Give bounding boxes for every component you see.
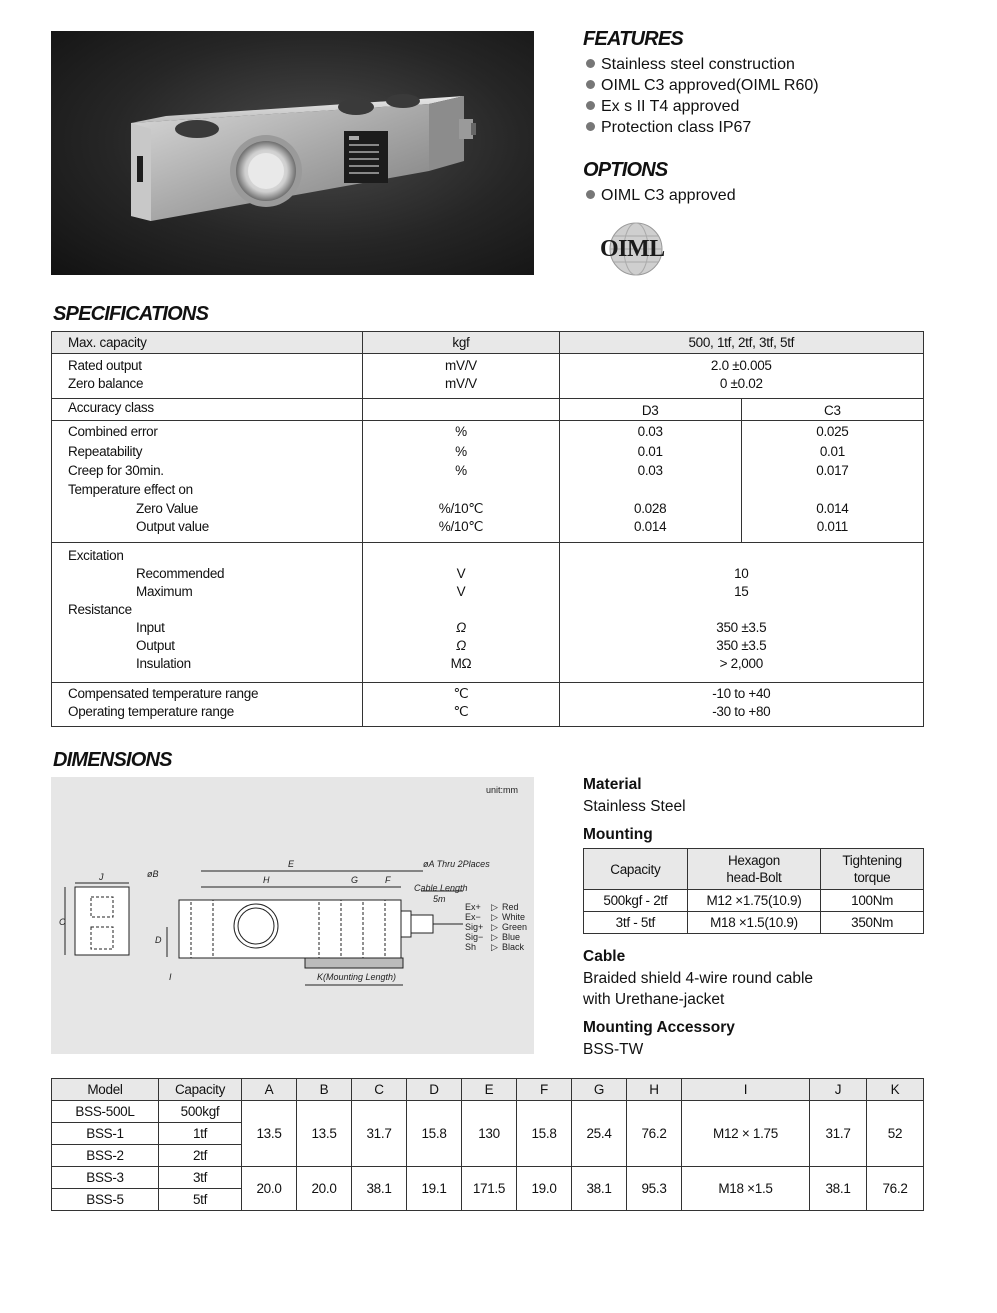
wire-color: Red <box>502 902 519 912</box>
bullet-icon <box>586 59 595 68</box>
bullet-icon <box>586 190 595 199</box>
spec-value: 500, 1tf, 2tf, 3tf, 5tf <box>559 332 923 354</box>
dim-value-k: 52 <box>867 1101 924 1167</box>
wire-color: Blue <box>502 932 521 942</box>
dim-label-a: øA Thru 2Places <box>423 859 490 869</box>
bullet-icon <box>586 101 595 110</box>
spec-label: Output value <box>136 519 209 534</box>
dim-value-g: 25.4 <box>572 1101 627 1167</box>
dim-header: E <box>462 1079 517 1101</box>
wire-pin: Ex− <box>465 912 481 922</box>
spec-value: 2.0 ±0.005 <box>710 358 772 373</box>
spec-value-c3: 0.011 <box>816 519 849 534</box>
spec-unit: MΩ <box>450 656 472 671</box>
dim-label-d: D <box>155 935 162 945</box>
spec-label: Input <box>136 620 165 635</box>
cable-line-1: Braided shield 4-wire round cable <box>583 970 814 987</box>
spec-label: Excitation <box>68 548 124 563</box>
spec-label: Compensated temperature range <box>68 686 259 701</box>
material-title: Material <box>583 776 642 793</box>
dim-model: BSS-500L <box>52 1101 159 1123</box>
wire-color: Black <box>502 942 525 952</box>
feature-item: Stainless steel construction <box>586 54 819 75</box>
spec-label: Zero Value <box>136 501 199 516</box>
dim-header-row <box>52 1079 924 1101</box>
load-cell-image <box>51 31 534 275</box>
mounting-torque: 350Nm <box>821 912 924 934</box>
cable-line-2: with Urethane-jacket <box>583 991 725 1008</box>
feature-item: Ex s II T4 approved <box>586 96 819 117</box>
dim-capacity: 500kgf <box>159 1101 242 1123</box>
dim-capacity: 1tf <box>159 1123 242 1145</box>
dim-header: G <box>572 1079 627 1101</box>
dim-label-f: F <box>385 875 391 885</box>
dim-model: BSS-2 <box>52 1145 159 1167</box>
dim-header: C <box>352 1079 407 1101</box>
mounting-capacity: 3tf - 5tf <box>584 912 688 934</box>
bullet-icon <box>586 122 595 131</box>
dim-label-h: H <box>263 875 270 885</box>
dim-value-i: M12 × 1.75 <box>682 1101 810 1167</box>
mounting-torque: 100Nm <box>821 890 924 912</box>
dim-label-cable-length: Cable Length <box>414 883 468 893</box>
mounting-table <box>583 848 924 934</box>
spec-row <box>52 354 924 399</box>
dim-value-a: 20.0 <box>242 1167 297 1211</box>
dim-value-d: 15.8 <box>407 1101 462 1167</box>
options-list <box>586 185 736 206</box>
dim-header: A <box>242 1079 297 1101</box>
dim-capacity: 5tf <box>159 1189 242 1211</box>
spec-value-c3: 0.014 <box>816 501 849 516</box>
dim-model: BSS-1 <box>52 1123 159 1145</box>
dim-label-cable-length-value: 5m <box>433 894 446 904</box>
spec-unit: % <box>455 424 467 439</box>
spec-unit: mV/V <box>445 376 477 391</box>
wire-color: Green <box>502 922 528 932</box>
mounting-row <box>584 890 924 912</box>
unit-label: unit:mm <box>486 785 519 795</box>
dim-value-k: 76.2 <box>867 1167 924 1211</box>
spec-label: Temperature effect on <box>68 482 193 497</box>
dim-header: Model <box>52 1079 159 1101</box>
spec-label: Accuracy class <box>68 400 154 415</box>
dim-header: D <box>407 1079 462 1101</box>
dim-value-h: 95.3 <box>627 1167 682 1211</box>
spec-unit: % <box>455 444 467 459</box>
spec-value-d3: 0.01 <box>637 444 663 459</box>
dim-label-i: I <box>169 972 172 982</box>
dim-value-e: 171.5 <box>462 1167 517 1211</box>
options-title: OPTIONS <box>583 159 668 181</box>
spec-value: 350 ±3.5 <box>716 620 767 635</box>
dimensions-table <box>51 1078 924 1211</box>
spec-unit: Ω <box>455 638 466 653</box>
dim-model: BSS-5 <box>52 1189 159 1211</box>
spec-value: -30 to +80 <box>712 704 771 719</box>
mounting-bolt: M18 ×1.5(10.9) <box>687 912 821 934</box>
material-value: Stainless Steel <box>583 798 686 815</box>
dim-header: F <box>517 1079 572 1101</box>
dim-value-j: 38.1 <box>810 1167 867 1211</box>
spec-value-d3: 0.03 <box>637 463 663 478</box>
spec-unit: Ω <box>455 620 466 635</box>
mounting-header-torque: Tightening torque <box>821 849 924 890</box>
spec-value-c3: 0.017 <box>816 463 849 478</box>
dim-value-b: 20.0 <box>297 1167 352 1211</box>
feature-item: Protection class IP67 <box>586 117 819 138</box>
dim-row <box>52 1167 924 1189</box>
wire-pin: Sig+ <box>465 922 484 932</box>
dim-value-e: 130 <box>462 1101 517 1167</box>
spec-unit: %/10℃ <box>438 501 484 516</box>
dim-header: Capacity <box>159 1079 242 1101</box>
spec-unit: ℃ <box>453 704 469 719</box>
mounting-row <box>584 912 924 934</box>
spec-label: Resistance <box>68 602 132 617</box>
dim-label-b: øB <box>147 869 159 879</box>
spec-value-d3: 0.028 <box>634 501 667 516</box>
mounting-bolt: M12 ×1.75(10.9) <box>687 890 821 912</box>
spec-unit: %/10℃ <box>438 519 484 534</box>
spec-unit: V <box>456 566 466 581</box>
spec-label: Rated output <box>68 358 142 373</box>
option-item: OIML C3 approved <box>586 185 736 206</box>
spec-label: Operating temperature range <box>68 704 235 719</box>
spec-unit: kgf <box>363 332 559 354</box>
mounting-header-capacity: Capacity <box>584 849 688 890</box>
dim-header: J <box>810 1079 867 1101</box>
specifications-title: SPECIFICATIONS <box>53 303 209 325</box>
spec-label: Maximum <box>136 584 193 599</box>
wire-arrow-icon: ▷ <box>491 932 498 942</box>
dimensions-title: DIMENSIONS <box>53 749 172 771</box>
spec-label: Repeatability <box>68 444 143 459</box>
accessory-value: BSS-TW <box>583 1041 644 1058</box>
dim-model: BSS-3 <box>52 1167 159 1189</box>
accuracy-c3: C3 <box>824 403 841 418</box>
spec-value: -10 to +40 <box>712 686 771 701</box>
spec-value-d3: 0.03 <box>637 424 663 439</box>
feature-item: OIML C3 approved(OIML R60) <box>586 75 819 96</box>
spec-value-c3: 0.025 <box>816 424 849 439</box>
features-title: FEATURES <box>583 28 683 50</box>
spec-value: 350 ±3.5 <box>716 638 767 653</box>
dim-label-k: K(Mounting Length) <box>317 972 397 982</box>
accuracy-d3: D3 <box>641 403 659 418</box>
mounting-capacity: 500kgf - 2tf <box>584 890 688 912</box>
spec-label: Zero balance <box>68 376 144 391</box>
mounting-header-bolt: Hexagon head-Bolt <box>687 849 821 890</box>
dim-value-g: 38.1 <box>572 1167 627 1211</box>
dim-value-c: 38.1 <box>352 1167 407 1211</box>
dim-value-i: M18 ×1.5 <box>682 1167 810 1211</box>
dim-header: K <box>867 1079 924 1101</box>
features-list <box>586 54 819 138</box>
dim-value-d: 19.1 <box>407 1167 462 1211</box>
mounting-header-row <box>584 849 924 890</box>
dim-label-e: E <box>288 859 295 869</box>
spec-unit: ℃ <box>453 686 469 701</box>
spec-label: Max. capacity <box>52 332 363 354</box>
wire-pin: Sig− <box>465 932 484 942</box>
dim-header: I <box>682 1079 810 1101</box>
spec-value-c3: 0.01 <box>819 444 845 459</box>
dim-value-j: 31.7 <box>810 1101 867 1167</box>
spec-value: 15 <box>734 584 749 599</box>
dim-label-j: J <box>99 872 104 882</box>
bullet-icon <box>586 80 595 89</box>
cable-title: Cable <box>583 948 626 965</box>
spec-value: > 2,000 <box>719 656 763 671</box>
spec-unit: % <box>455 463 467 478</box>
mounting-title: Mounting <box>583 826 653 843</box>
dim-header: H <box>627 1079 682 1101</box>
spec-value: 10 <box>734 566 749 581</box>
spec-unit: V <box>456 584 466 599</box>
wire-pin: Ex+ <box>465 902 481 912</box>
dimension-drawing <box>51 777 534 1054</box>
wire-arrow-icon: ▷ <box>491 922 498 932</box>
spec-row <box>52 543 924 683</box>
specifications-table <box>51 331 924 727</box>
spec-label: Recommended <box>136 566 225 581</box>
spec-row <box>52 683 924 727</box>
spec-row <box>52 421 924 543</box>
dim-row <box>52 1101 924 1123</box>
spec-label: Output <box>136 638 175 653</box>
spec-unit: mV/V <box>445 358 477 373</box>
oiml-logo-text: OIML <box>600 236 665 262</box>
wire-arrow-icon: ▷ <box>491 942 498 952</box>
dim-capacity: 3tf <box>159 1167 242 1189</box>
spec-value-d3: 0.014 <box>634 519 667 534</box>
dim-value-b: 13.5 <box>297 1101 352 1167</box>
spec-header-row <box>52 332 924 354</box>
dim-value-c: 31.7 <box>352 1101 407 1167</box>
spec-label: Insulation <box>136 656 191 671</box>
dim-value-a: 13.5 <box>242 1101 297 1167</box>
spec-row <box>52 399 924 421</box>
dim-label-c: C <box>59 917 66 927</box>
dimension-drawing-svg <box>51 777 534 1054</box>
dim-capacity: 2tf <box>159 1145 242 1167</box>
dim-value-f: 15.8 <box>517 1101 572 1167</box>
dim-label-g: G <box>351 875 359 885</box>
accessory-title: Mounting Accessory <box>583 1019 735 1036</box>
spec-label: Creep for 30min. <box>68 463 164 478</box>
wire-color: White <box>502 912 526 922</box>
spec-label: Combined error <box>68 424 158 439</box>
wire-arrow-icon: ▷ <box>491 902 498 912</box>
product-photo <box>51 31 534 275</box>
dim-value-h: 76.2 <box>627 1101 682 1167</box>
dim-value-f: 19.0 <box>517 1167 572 1211</box>
spec-value: 0 ±0.02 <box>719 376 763 391</box>
wire-arrow-icon: ▷ <box>491 912 498 922</box>
oiml-logo <box>596 218 676 280</box>
wire-pin: Sh <box>465 942 477 952</box>
dim-header: B <box>297 1079 352 1101</box>
